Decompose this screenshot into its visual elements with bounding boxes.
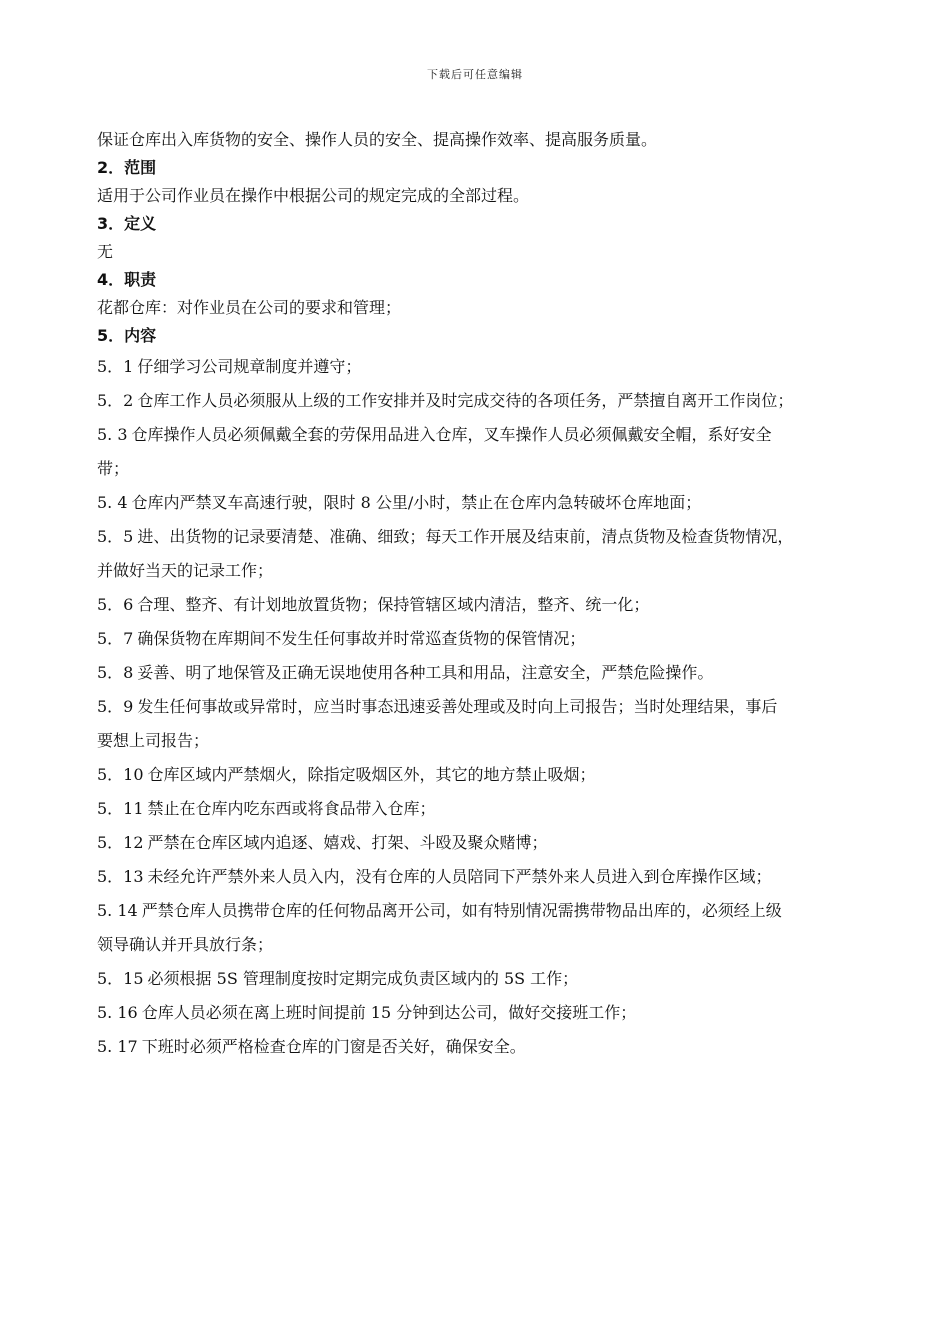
item-number: 5．2 xyxy=(97,391,134,410)
item-text: 必须根据 5S 管理制度按时定期完成负责区域内的 5S 工作； xyxy=(147,969,579,988)
item-text: 发生任何事故或异常时，应当时事态迅速妥善处理或及时向上司报告；当时处理结果，事后 xyxy=(137,697,778,716)
item-text: 仓库区域内严禁烟火，除指定吸烟区外，其它的地方禁止吸烟； xyxy=(147,765,596,784)
item-text: 妥善、明了地保管及正确无误地使用各种工具和用品，注意安全，严禁危险操作。 xyxy=(137,663,714,682)
item-number: 5．6 xyxy=(97,595,134,614)
list-item xyxy=(97,860,927,894)
item-continuation: 要想上司报告； xyxy=(97,731,210,750)
item-number: 5. 16 xyxy=(97,1003,138,1022)
document-body xyxy=(97,126,927,1064)
item-text: 仓库工作人员必须服从上级的工作安排并及时完成交待的各项任务，严禁擅自离开工作岗位； xyxy=(137,391,794,410)
item-number: 5．7 xyxy=(97,629,134,648)
item-number: 5．8 xyxy=(97,663,134,682)
item-text: 仓库内严禁叉车高速行驶，限时 8 公里/小时，禁止在仓库内急转破坏仓库地面； xyxy=(131,493,702,512)
section-heading-content: 5．内容 xyxy=(97,326,157,345)
list-item xyxy=(97,894,927,928)
item-text: 仔细学习公司规章制度并遵守； xyxy=(137,357,362,376)
list-item xyxy=(97,350,927,384)
list-item xyxy=(97,962,927,996)
item-text: 禁止在仓库内吃东西或将食品带入仓库； xyxy=(147,799,436,818)
section-body-definition: 无 xyxy=(97,242,114,261)
list-item xyxy=(97,384,927,418)
list-item xyxy=(97,690,927,724)
list-item xyxy=(97,418,927,452)
item-number: 5. 14 xyxy=(97,901,138,920)
item-text: 严禁仓库人员携带仓库的任何物品离开公司，如有特别情况需携带物品出库的，必须经上级 xyxy=(141,901,782,920)
item-number: 5．13 xyxy=(97,867,144,886)
item-text: 进、出货物的记录要清楚、准确、细致；每天工作开展及结束前，清点货物及检查货物情况， xyxy=(137,527,794,546)
item-text: 严禁在仓库区域内追逐、嬉戏、打架、斗殴及聚众赌博； xyxy=(147,833,548,852)
section-body-duties: 花都仓库：对作业员在公司的要求和管理； xyxy=(97,298,402,317)
item-number: 5．9 xyxy=(97,697,134,716)
list-item xyxy=(97,622,927,656)
section-heading-scope: 2．范围 xyxy=(97,158,157,177)
item-number: 5. 3 xyxy=(97,425,128,444)
item-number: 5．12 xyxy=(97,833,144,852)
item-text: 下班时必须严格检查仓库的门窗是否关好，确保安全。 xyxy=(141,1037,526,1056)
item-number: 5．15 xyxy=(97,969,144,988)
section-heading-definition: 3．定义 xyxy=(97,214,157,233)
list-item xyxy=(97,656,927,690)
item-number: 5．5 xyxy=(97,527,134,546)
item-continuation: 并做好当天的记录工作； xyxy=(97,561,274,580)
item-number: 5. 4 xyxy=(97,493,128,512)
intro-paragraph: 保证仓库出入库货物的安全、操作人员的安全、提高操作效率、提高服务质量。 xyxy=(97,130,658,149)
page-header: 下载后可任意编辑 xyxy=(427,68,523,81)
list-item xyxy=(97,588,927,622)
item-number: 5．11 xyxy=(97,799,144,818)
list-item xyxy=(97,792,927,826)
item-continuation: 带； xyxy=(97,459,130,478)
list-item xyxy=(97,996,927,1030)
list-item xyxy=(97,1030,927,1064)
list-item xyxy=(97,520,927,554)
item-text: 仓库人员必须在离上班时间提前 15 分钟到达公司，做好交接班工作； xyxy=(141,1003,637,1022)
item-text: 仓库操作人员必须佩戴全套的劳保用品进入仓库，叉车操作人员必须佩戴安全帽，系好安全 xyxy=(131,425,772,444)
item-text: 合理、整齐、有计划地放置货物；保持管辖区域内清洁，整齐、统一化； xyxy=(137,595,650,614)
list-item xyxy=(97,486,927,520)
item-number: 5．10 xyxy=(97,765,144,784)
item-number: 5．1 xyxy=(97,357,134,376)
item-continuation: 领导确认并开具放行条； xyxy=(97,935,274,954)
list-item xyxy=(97,758,927,792)
item-number: 5. 17 xyxy=(97,1037,138,1056)
list-item xyxy=(97,826,927,860)
section-heading-duties: 4．职责 xyxy=(97,270,157,289)
section-body-scope: 适用于公司作业员在操作中根据公司的规定完成的全部过程。 xyxy=(97,186,530,205)
item-text: 确保货物在库期间不发生任何事故并时常巡查货物的保管情况； xyxy=(137,629,586,648)
item-text: 未经允许严禁外来人员入内，没有仓库的人员陪同下严禁外来人员进入到仓库操作区域； xyxy=(147,867,772,886)
